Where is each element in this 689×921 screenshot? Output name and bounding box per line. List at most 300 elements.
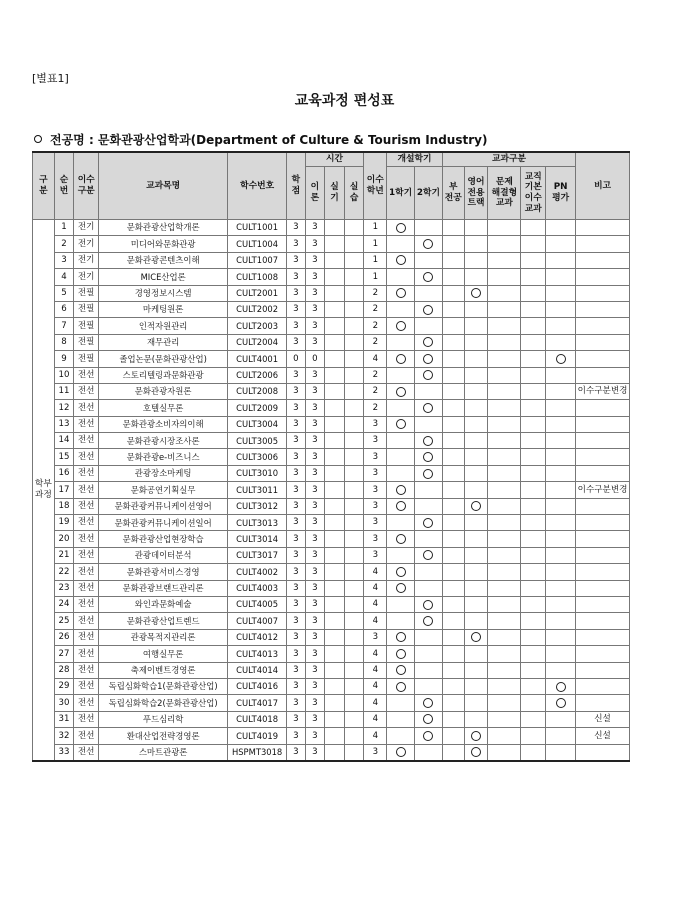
english-track-cell <box>464 728 488 744</box>
sem2-cell <box>415 318 443 334</box>
course-code-cell: CULT4014 <box>228 662 287 678</box>
problem-solving-cell <box>488 449 521 465</box>
course-name-cell: 미디어와문화관광 <box>99 236 228 252</box>
problem-solving-cell <box>488 678 521 694</box>
category-cell: 전선 <box>74 564 99 580</box>
course-name-cell: 인적자원관리 <box>99 318 228 334</box>
appendix-label: [별표1] <box>32 72 69 85</box>
credit-cell: 3 <box>287 564 306 580</box>
course-code-cell: CULT4018 <box>228 711 287 727</box>
english-track-cell <box>464 433 488 449</box>
english-track-cell <box>464 580 488 596</box>
lab-cell <box>344 564 364 580</box>
minor-cell <box>442 301 464 317</box>
header-code <box>228 152 287 220</box>
pn-cell <box>546 433 576 449</box>
teaching-cell <box>521 531 546 547</box>
problem-solving-cell <box>488 269 521 285</box>
lab-cell <box>344 744 364 761</box>
credit-cell: 3 <box>287 252 306 268</box>
table-row <box>33 449 630 465</box>
minor-cell <box>442 596 464 612</box>
header-label: 개설학기 <box>397 154 432 165</box>
lab-cell <box>344 285 364 301</box>
header-pn <box>546 167 576 220</box>
table-row <box>33 351 630 367</box>
credit-cell: 3 <box>287 728 306 744</box>
sem2-cell <box>415 629 443 645</box>
minor-cell <box>442 220 464 236</box>
header-year <box>364 152 387 220</box>
practice-cell <box>325 482 345 498</box>
problem-solving-cell <box>488 547 521 563</box>
lab-cell <box>344 400 364 416</box>
circle-mark-icon <box>471 501 481 511</box>
major-name: 전공명 : 문화관광산업학과(Department of Culture & Tourism Industry) <box>50 133 488 147</box>
sem2-cell <box>415 334 443 350</box>
lab-cell <box>344 449 364 465</box>
category-cell: 전선 <box>74 482 99 498</box>
table-row <box>33 646 630 662</box>
pn-cell <box>546 236 576 252</box>
course-code-cell: CULT3017 <box>228 547 287 563</box>
credit-cell: 3 <box>287 318 306 334</box>
table-row <box>33 515 630 531</box>
note-cell <box>576 236 630 252</box>
table-row <box>33 383 630 399</box>
teaching-cell <box>521 220 546 236</box>
problem-solving-cell <box>488 236 521 252</box>
year-cell: 4 <box>364 678 387 694</box>
minor-cell <box>442 695 464 711</box>
minor-cell <box>442 433 464 449</box>
theory-cell: 3 <box>305 646 325 662</box>
teaching-cell <box>521 367 546 383</box>
note-cell <box>576 301 630 317</box>
course-code-cell: CULT2001 <box>228 285 287 301</box>
minor-cell <box>442 580 464 596</box>
year-cell: 4 <box>364 646 387 662</box>
teaching-cell <box>521 318 546 334</box>
seq-cell: 24 <box>54 596 74 612</box>
course-code-cell: CULT4012 <box>228 629 287 645</box>
seq-cell: 27 <box>54 646 74 662</box>
category-cell: 전선 <box>74 383 99 399</box>
note-cell <box>576 285 630 301</box>
lab-cell <box>344 301 364 317</box>
seq-cell: 9 <box>54 351 74 367</box>
major-heading <box>34 131 487 148</box>
table-row <box>33 285 630 301</box>
pn-cell <box>546 515 576 531</box>
note-cell <box>576 678 630 694</box>
seq-cell: 26 <box>54 629 74 645</box>
table-row <box>33 252 630 268</box>
credit-cell: 3 <box>287 629 306 645</box>
minor-cell <box>442 629 464 645</box>
theory-cell: 3 <box>305 662 325 678</box>
course-name-cell: 여행실무론 <box>99 646 228 662</box>
year-cell: 3 <box>364 744 387 761</box>
lab-cell <box>344 465 364 481</box>
circle-mark-icon <box>471 632 481 642</box>
header-label: 학수번호 <box>240 180 275 191</box>
circle-mark-icon <box>423 354 433 364</box>
course-name-cell: 푸드심리학 <box>99 711 228 727</box>
header-lab <box>344 167 364 220</box>
note-cell: 이수구분변경 <box>576 383 630 399</box>
theory-cell: 3 <box>305 433 325 449</box>
practice-cell <box>325 301 345 317</box>
year-cell: 4 <box>364 728 387 744</box>
credit-cell: 3 <box>287 465 306 481</box>
teaching-cell <box>521 400 546 416</box>
sem1-cell <box>387 515 415 531</box>
course-name-cell: 문화관광서비스경영 <box>99 564 228 580</box>
circle-mark-icon <box>423 550 433 560</box>
year-cell: 3 <box>364 416 387 432</box>
category-cell: 전선 <box>74 646 99 662</box>
minor-cell <box>442 285 464 301</box>
note-cell <box>576 580 630 596</box>
seq-cell: 20 <box>54 531 74 547</box>
english-track-cell <box>464 285 488 301</box>
practice-cell <box>325 334 345 350</box>
header-course <box>99 152 228 220</box>
sem1-cell <box>387 400 415 416</box>
note-cell <box>576 744 630 761</box>
english-track-cell <box>464 515 488 531</box>
course-name-cell: 문화공연기획실무 <box>99 482 228 498</box>
header-label: 비고 <box>594 180 612 191</box>
category-cell: 전선 <box>74 400 99 416</box>
sem1-cell <box>387 416 415 432</box>
practice-cell <box>325 269 345 285</box>
problem-solving-cell <box>488 220 521 236</box>
note-cell <box>576 515 630 531</box>
minor-cell <box>442 728 464 744</box>
teaching-cell <box>521 678 546 694</box>
pn-cell <box>546 744 576 761</box>
lab-cell <box>344 531 364 547</box>
course-code-cell: CULT3012 <box>228 498 287 514</box>
english-track-cell <box>464 744 488 761</box>
course-code-cell: CULT1004 <box>228 236 287 252</box>
theory-cell: 3 <box>305 220 325 236</box>
credit-cell: 3 <box>287 482 306 498</box>
english-track-cell <box>464 220 488 236</box>
credit-cell: 3 <box>287 695 306 711</box>
course-code-cell: CULT2009 <box>228 400 287 416</box>
note-cell <box>576 334 630 350</box>
note-cell <box>576 662 630 678</box>
practice-cell <box>325 318 345 334</box>
problem-solving-cell <box>488 400 521 416</box>
course-name-cell: 경영정보시스템 <box>99 285 228 301</box>
course-code-cell: CULT3006 <box>228 449 287 465</box>
problem-solving-cell <box>488 580 521 596</box>
sem2-cell <box>415 678 443 694</box>
teaching-cell <box>521 383 546 399</box>
problem-solving-cell <box>488 613 521 629</box>
course-code-cell: CULT2008 <box>228 383 287 399</box>
practice-cell <box>325 383 345 399</box>
lab-cell <box>344 498 364 514</box>
sem2-cell <box>415 301 443 317</box>
sem1-cell <box>387 580 415 596</box>
circle-mark-icon <box>396 223 406 233</box>
pn-cell <box>546 728 576 744</box>
practice-cell <box>325 416 345 432</box>
course-name-cell: 문화관광산업현장학습 <box>99 531 228 547</box>
year-cell: 4 <box>364 711 387 727</box>
header-theory <box>305 167 325 220</box>
problem-solving-cell <box>488 465 521 481</box>
note-cell <box>576 547 630 563</box>
sem1-cell <box>387 318 415 334</box>
category-cell: 전필 <box>74 301 99 317</box>
year-cell: 3 <box>364 515 387 531</box>
credit-cell: 3 <box>287 515 306 531</box>
course-name-cell: 문화관광커뮤니케이션일어 <box>99 515 228 531</box>
course-code-cell: CULT4005 <box>228 596 287 612</box>
table-row <box>33 318 630 334</box>
year-cell: 1 <box>364 220 387 236</box>
lab-cell <box>344 220 364 236</box>
note-cell <box>576 400 630 416</box>
year-cell: 2 <box>364 400 387 416</box>
note-cell <box>576 695 630 711</box>
circle-mark-icon <box>423 370 433 380</box>
course-code-cell: CULT3011 <box>228 482 287 498</box>
pn-cell <box>546 252 576 268</box>
table-row <box>33 662 630 678</box>
lab-cell <box>344 318 364 334</box>
header-teaching <box>521 167 546 220</box>
seq-cell: 32 <box>54 728 74 744</box>
sem2-cell <box>415 662 443 678</box>
course-name-cell: 스토리텔링과문화관광 <box>99 367 228 383</box>
theory-cell: 3 <box>305 449 325 465</box>
practice-cell <box>325 646 345 662</box>
year-cell: 2 <box>364 383 387 399</box>
minor-cell <box>442 351 464 367</box>
category-cell: 전선 <box>74 695 99 711</box>
course-code-cell: CULT3010 <box>228 465 287 481</box>
english-track-cell <box>464 449 488 465</box>
circle-mark-icon <box>423 714 433 724</box>
table-row <box>33 367 630 383</box>
minor-cell <box>442 482 464 498</box>
note-cell <box>576 416 630 432</box>
lab-cell <box>344 695 364 711</box>
pn-cell <box>546 613 576 629</box>
practice-cell <box>325 629 345 645</box>
header-label: 2학기 <box>416 187 441 198</box>
seq-cell: 11 <box>54 383 74 399</box>
sem2-cell <box>415 220 443 236</box>
theory-cell: 3 <box>305 416 325 432</box>
practice-cell <box>325 285 345 301</box>
pn-cell <box>546 531 576 547</box>
credit-cell: 3 <box>287 416 306 432</box>
category-cell: 전필 <box>74 285 99 301</box>
theory-cell: 3 <box>305 744 325 761</box>
lab-cell <box>344 662 364 678</box>
course-name-cell: 호텔실무론 <box>99 400 228 416</box>
teaching-cell <box>521 416 546 432</box>
header-label: 시간 <box>326 154 344 165</box>
english-track-cell <box>464 531 488 547</box>
seq-cell: 2 <box>54 236 74 252</box>
note-cell <box>576 269 630 285</box>
theory-cell: 3 <box>305 383 325 399</box>
circle-mark-icon <box>396 501 406 511</box>
course-code-cell: CULT4019 <box>228 728 287 744</box>
pn-cell <box>546 367 576 383</box>
seq-cell: 28 <box>54 662 74 678</box>
course-code-cell: CULT3014 <box>228 531 287 547</box>
english-track-cell <box>464 269 488 285</box>
theory-cell: 3 <box>305 367 325 383</box>
english-track-cell <box>464 646 488 662</box>
circle-mark-icon <box>423 305 433 315</box>
year-cell: 1 <box>364 236 387 252</box>
english-track-cell <box>464 678 488 694</box>
header-label: 실 기 <box>330 182 339 203</box>
course-name-cell: 관광목적지관리론 <box>99 629 228 645</box>
sem1-cell <box>387 236 415 252</box>
teaching-cell <box>521 351 546 367</box>
theory-cell: 3 <box>305 318 325 334</box>
course-name-cell: MICE산업론 <box>99 269 228 285</box>
lab-cell <box>344 383 364 399</box>
table-row <box>33 433 630 449</box>
theory-cell: 3 <box>305 711 325 727</box>
lab-cell <box>344 416 364 432</box>
course-name-cell: 문화관광e-비즈니스 <box>99 449 228 465</box>
lab-cell <box>344 515 364 531</box>
credit-cell: 3 <box>287 580 306 596</box>
theory-cell: 3 <box>305 498 325 514</box>
problem-solving-cell <box>488 301 521 317</box>
note-cell <box>576 220 630 236</box>
credit-cell: 3 <box>287 646 306 662</box>
seq-cell: 6 <box>54 301 74 317</box>
category-cell: 전필 <box>74 318 99 334</box>
credit-cell: 3 <box>287 613 306 629</box>
course-name-cell: 문화관광시장조사론 <box>99 433 228 449</box>
year-cell: 3 <box>364 465 387 481</box>
practice-cell <box>325 220 345 236</box>
sem1-cell <box>387 629 415 645</box>
course-code-cell: CULT4013 <box>228 646 287 662</box>
minor-cell <box>442 334 464 350</box>
sem1-cell <box>387 744 415 761</box>
header-category <box>74 152 99 220</box>
seq-cell: 8 <box>54 334 74 350</box>
year-cell: 3 <box>364 547 387 563</box>
theory-cell: 3 <box>305 400 325 416</box>
header-type-group <box>442 152 575 167</box>
teaching-cell <box>521 236 546 252</box>
theory-cell: 3 <box>305 547 325 563</box>
header-semester-group <box>387 152 443 167</box>
header-label: 문제 해결형 교과 <box>491 177 518 209</box>
sem2-cell <box>415 515 443 531</box>
circle-mark-icon <box>423 616 433 626</box>
circle-mark-icon <box>471 747 481 757</box>
circle-mark-icon <box>396 747 406 757</box>
course-code-cell: CULT3013 <box>228 515 287 531</box>
table-row <box>33 236 630 252</box>
seq-cell: 3 <box>54 252 74 268</box>
sem2-cell <box>415 285 443 301</box>
note-cell <box>576 449 630 465</box>
sem1-cell <box>387 334 415 350</box>
circle-mark-icon <box>396 649 406 659</box>
header-label: 영어 전용 트랙 <box>467 177 485 209</box>
course-name-cell: 졸업논문(문화관광산업) <box>99 351 228 367</box>
course-name-cell: 문화관광콘텐츠이해 <box>99 252 228 268</box>
teaching-cell <box>521 498 546 514</box>
teaching-cell <box>521 252 546 268</box>
pn-cell <box>546 465 576 481</box>
practice-cell <box>325 252 345 268</box>
sem1-cell <box>387 711 415 727</box>
english-track-cell <box>464 383 488 399</box>
header-label: 학 점 <box>291 175 301 196</box>
header-practice <box>325 167 345 220</box>
sem1-cell <box>387 269 415 285</box>
circle-mark-icon <box>396 387 406 397</box>
header-label: 이수 학년 <box>366 175 384 196</box>
pn-cell <box>546 351 576 367</box>
seq-cell: 12 <box>54 400 74 416</box>
pn-cell <box>546 695 576 711</box>
note-cell <box>576 564 630 580</box>
problem-solving-cell <box>488 351 521 367</box>
lab-cell <box>344 580 364 596</box>
sem2-cell <box>415 547 443 563</box>
minor-cell <box>442 531 464 547</box>
division-cell: 학부 과정 <box>33 220 55 761</box>
minor-cell <box>442 662 464 678</box>
problem-solving-cell <box>488 629 521 645</box>
sem1-cell <box>387 662 415 678</box>
table-row <box>33 564 630 580</box>
circle-mark-icon <box>471 731 481 741</box>
seq-cell: 25 <box>54 613 74 629</box>
credit-cell: 3 <box>287 531 306 547</box>
table-row <box>33 547 630 563</box>
sem1-cell <box>387 351 415 367</box>
practice-cell <box>325 367 345 383</box>
pn-cell <box>546 416 576 432</box>
lab-cell <box>344 334 364 350</box>
lab-cell <box>344 678 364 694</box>
minor-cell <box>442 318 464 334</box>
pn-cell <box>546 334 576 350</box>
course-name-cell: 문화관광산업학개론 <box>99 220 228 236</box>
problem-solving-cell <box>488 334 521 350</box>
seq-cell: 30 <box>54 695 74 711</box>
table-row <box>33 678 630 694</box>
problem-solving-cell <box>488 285 521 301</box>
credit-cell: 3 <box>287 334 306 350</box>
problem-solving-cell <box>488 515 521 531</box>
theory-cell: 3 <box>305 285 325 301</box>
